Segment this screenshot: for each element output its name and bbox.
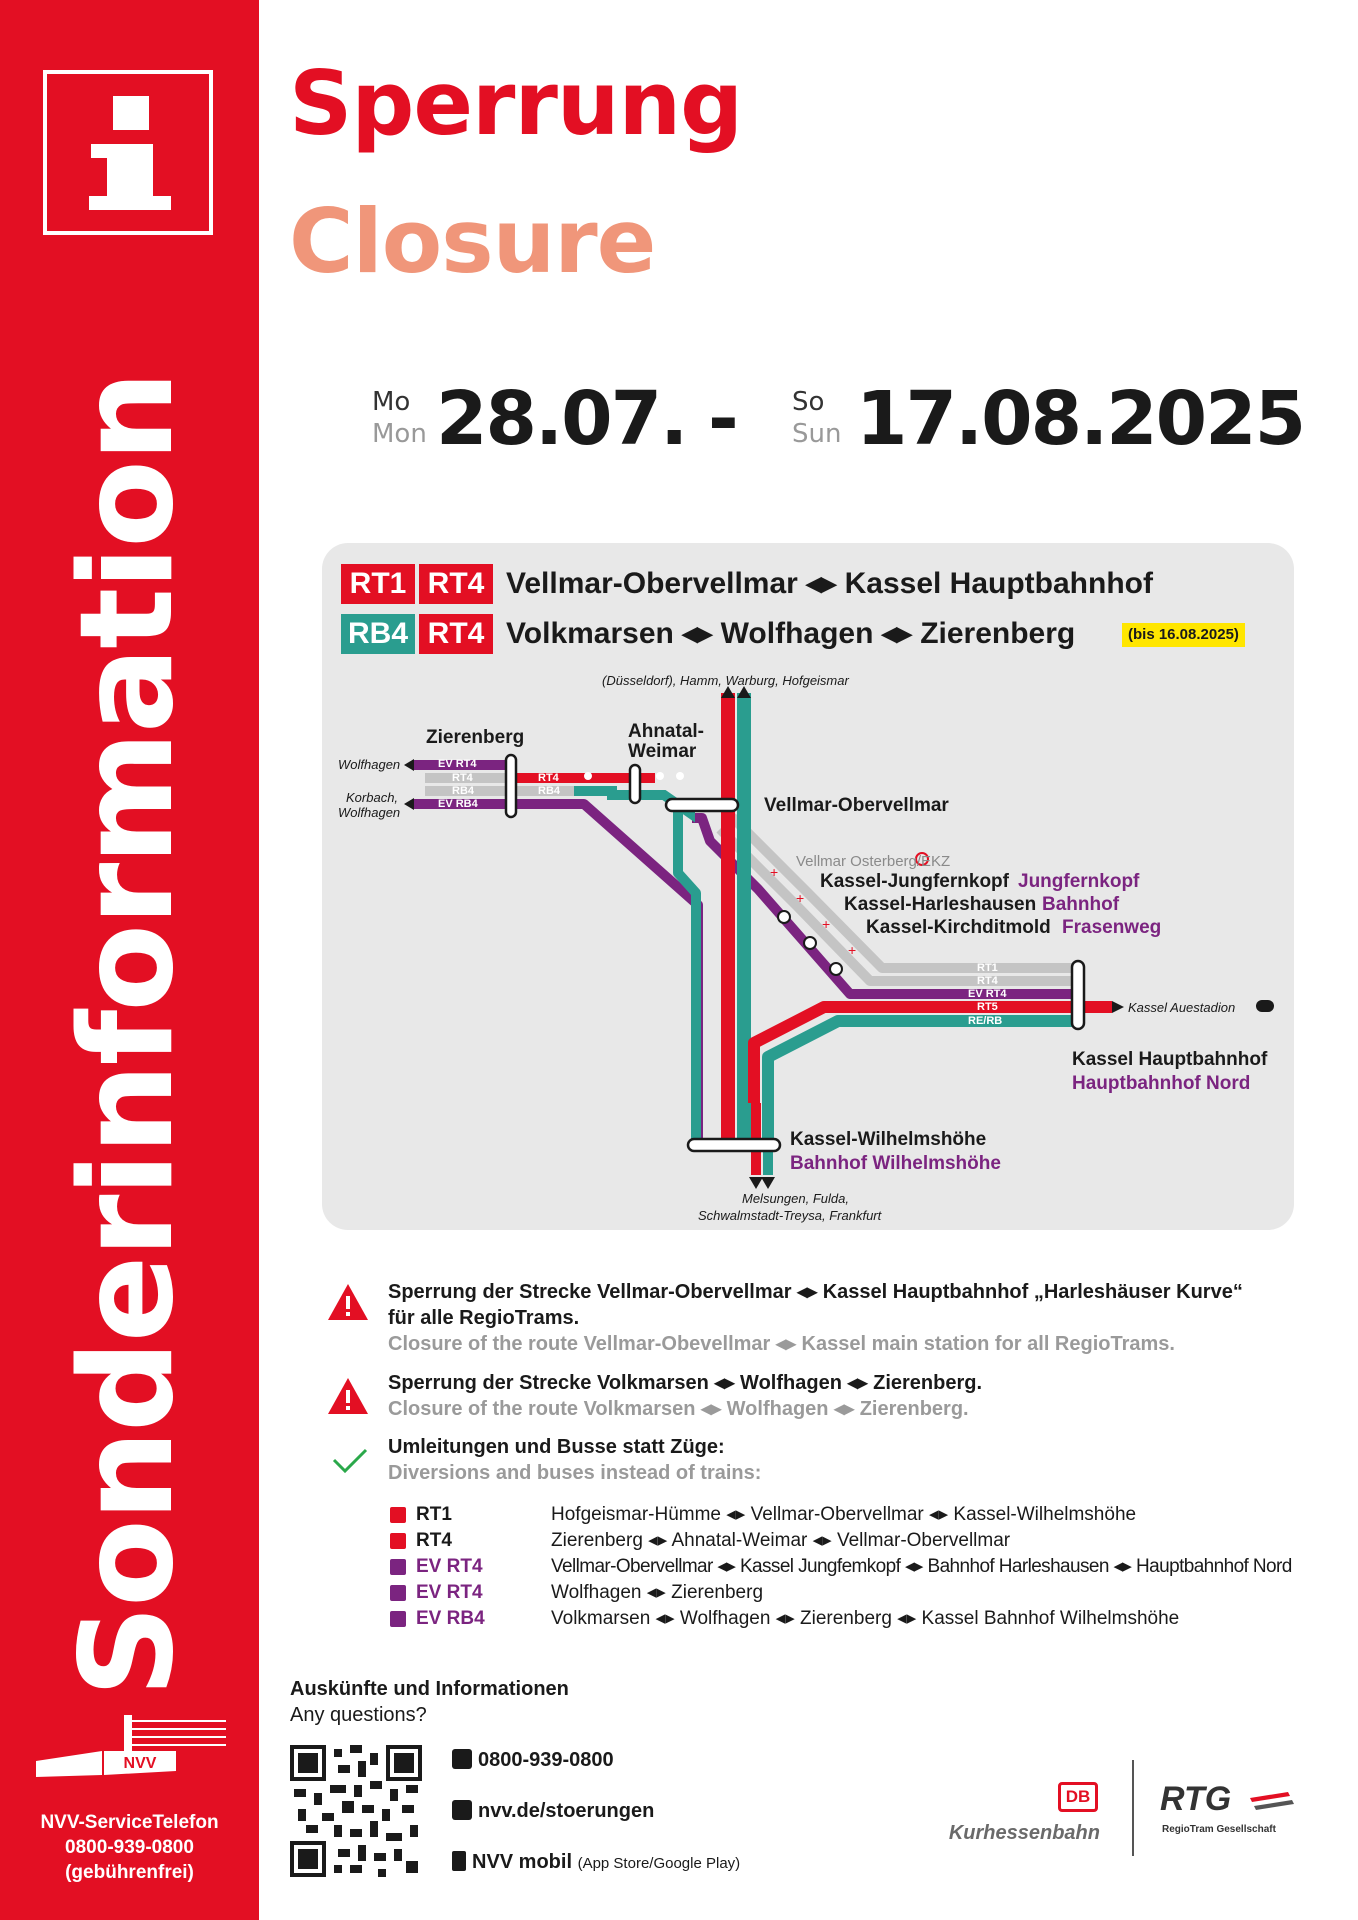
ev-rb4-path	[412, 804, 698, 1138]
web-icon	[452, 1800, 472, 1820]
warning-icon	[326, 1376, 370, 1416]
end-day: So Sun	[792, 387, 842, 449]
west-destination-1: Wolfhagen	[338, 757, 401, 772]
bus-icon	[390, 1559, 406, 1575]
bus-icon	[390, 1585, 406, 1601]
station-vellmar-obervellmar: Vellmar-Obervellmar	[764, 795, 949, 816]
west-destination-2b: Wolfhagen	[338, 805, 401, 820]
arrow-south-1	[749, 1177, 763, 1189]
svg-text:+: +	[822, 916, 831, 932]
label-rt4-gray: RT4	[977, 975, 998, 987]
station-bar-hbf	[1072, 961, 1084, 1029]
station-vellmar-osterberg: Vellmar Osterberg/EKZ	[796, 853, 951, 870]
label-rt5: RT5	[977, 1001, 998, 1013]
station-harleshausen: Kassel-Harleshausen	[844, 894, 1037, 915]
bus-icon	[390, 1611, 406, 1627]
label-ev-rt4-east: EV RT4	[968, 988, 1007, 1000]
start-day: Mo Mon	[372, 387, 427, 449]
badge-rt4-2: RT4	[419, 614, 493, 654]
contact-phone[interactable]: 0800-939-0800	[452, 1746, 614, 1774]
label-ev-rb4-west: EV RB4	[438, 798, 478, 810]
svg-text:+: +	[796, 890, 805, 906]
label-rb4-west: RB4	[452, 785, 475, 797]
south-destination-2: Schwalmstadt-Treysa, Frankfurt	[698, 1208, 882, 1223]
stop-kirchditmold	[830, 963, 842, 975]
station-wilhelmshoehe-bus: Bahnhof Wilhelmshöhe	[790, 1153, 1001, 1174]
service-label: NVV-ServiceTelefon	[40, 1812, 219, 1833]
contact-app[interactable]: NVV mobil (App Store/Google Play)	[452, 1848, 740, 1878]
qr-code[interactable]	[290, 1745, 422, 1877]
phone-icon	[452, 1749, 472, 1769]
station-bar-vellmar	[666, 799, 738, 811]
mobile-icon	[452, 1851, 466, 1871]
service-phone-block	[0, 1810, 259, 1885]
logo-divider	[1132, 1760, 1134, 1856]
arrow-west-1	[404, 759, 414, 771]
tram-icon	[390, 1507, 406, 1523]
route2-text: Volkmarsen ◂▸ Wolfhagen ◂▸ Zierenberg	[506, 617, 1076, 650]
route1-text: Vellmar-Obervellmar ◂▸ Kassel Hauptbahnhof	[506, 567, 1153, 600]
label-rt1-gray: RT1	[977, 962, 998, 974]
network-diagram	[322, 543, 1294, 1230]
station-jungfernkopf-bus: Jungfernkopf	[1018, 871, 1140, 892]
service-note: (gebührenfrei)	[65, 1862, 194, 1883]
north-destination: (Düsseldorf), Hamm, Warburg, Hofgeismar	[602, 673, 849, 688]
station-wilhelmshoehe: Kassel-Wilhelmshöhe	[790, 1129, 987, 1150]
station-harleshausen-bus: Bahnhof	[1042, 894, 1120, 915]
station-ahnatal-1: Ahnatal-	[628, 721, 704, 742]
south-destination-1: Melsungen, Fulda,	[742, 1191, 849, 1206]
vertical-title: Sonderinformation	[53, 372, 202, 1698]
sidebar	[0, 0, 259, 1920]
stadium-icon	[1256, 1000, 1274, 1012]
label-rb4-gray: RB4	[538, 785, 561, 797]
badge-rb4: RB4	[341, 614, 415, 654]
label-re-rb: RE/RB	[968, 1015, 1003, 1027]
station-hbf: Kassel Hauptbahnhof	[1072, 1049, 1268, 1070]
label-rt4-west: RT4	[452, 772, 473, 784]
nvv-logo	[36, 1715, 226, 1785]
until-badge: (bis 16.08.2025)	[1122, 623, 1245, 647]
info-icon	[43, 70, 213, 235]
station-bar-ahnatal	[630, 765, 640, 803]
end-date: 17.08.2025	[856, 376, 1305, 462]
station-bar-wilhelmshoehe	[688, 1139, 780, 1151]
station-kirchditmold: Kassel-Kirchditmold	[866, 917, 1051, 938]
svg-text:NVV: NVV	[123, 1755, 157, 1772]
contact-subheading: Any questions?	[290, 1704, 427, 1726]
db-logo: DB	[1058, 1782, 1098, 1812]
kurhessenbahn-logo: DB Kurhessenbahn	[930, 1782, 1110, 1852]
contact-web[interactable]: nvv.de/stoerungen	[452, 1797, 654, 1825]
badge-rt1: RT1	[341, 564, 415, 604]
svg-text:+: +	[770, 864, 779, 880]
notice-3: Umleitungen und Busse statt Züge: Diversions and buses instead of trains:	[388, 1436, 762, 1484]
notice-2: Sperrung der Strecke Volkmarsen ◂▸ Wolfhagen ◂▸ Zierenberg. Closure of the route Volkmarsen ◂▸ Wolfhagen ◂▸ Zierenberg.	[388, 1372, 983, 1420]
station-ahnatal-2: Weimar	[628, 741, 697, 762]
label-rt4-red: RT4	[538, 772, 559, 784]
start-date: 28.07.	[436, 376, 687, 462]
arrow-west-2	[404, 798, 414, 810]
check-icon	[330, 1446, 370, 1476]
notice-1: Sperrung der Strecke Vellmar-Obervellmar ◂▸ Kassel Hauptbahnhof „Harleshäuser Kurve“ für alle RegioTrams. Closure of the route Vellmar-Obevellmar ◂▸ Kassel main station for all RegioTrams.	[388, 1281, 1243, 1355]
contact-heading: Auskünfte und Informationen	[290, 1678, 569, 1700]
east-destination: Kassel Auestadion	[1128, 1000, 1236, 1015]
stop-jungfernkopf	[778, 911, 790, 923]
station-zierenberg: Zierenberg	[426, 727, 525, 748]
rerb-teal	[768, 1021, 1078, 1143]
date-separator: -	[708, 376, 737, 462]
rtg-mark-icon	[1250, 1790, 1294, 1812]
stop-harleshausen	[804, 937, 816, 949]
warning-icon	[326, 1282, 370, 1322]
route-map	[322, 543, 1294, 1230]
svg-text:+: +	[848, 942, 857, 958]
teal-down	[678, 805, 696, 1143]
station-kirchditmold-bus: Frasenweg	[1062, 917, 1162, 938]
badge-rt4: RT4	[419, 564, 493, 604]
title-de: Sperrung	[289, 52, 743, 155]
arrow-south-2	[761, 1177, 775, 1189]
tram-icon	[390, 1533, 406, 1549]
arrow-east	[1112, 1001, 1124, 1013]
title-en: Closure	[289, 190, 656, 293]
service-phone[interactable]: 0800-939-0800	[65, 1837, 194, 1858]
rtg-logo: RTG RegioTram Gesellschaft	[1160, 1780, 1310, 1850]
station-jungfernkopf: Kassel-Jungfernkopf	[820, 871, 1009, 892]
west-destination-2a: Korbach,	[346, 790, 399, 805]
station-hbf-bus: Hauptbahnhof Nord	[1072, 1073, 1251, 1094]
label-ev-rt4-west: EV RT4	[438, 758, 477, 770]
station-bar-zierenberg	[506, 755, 516, 817]
